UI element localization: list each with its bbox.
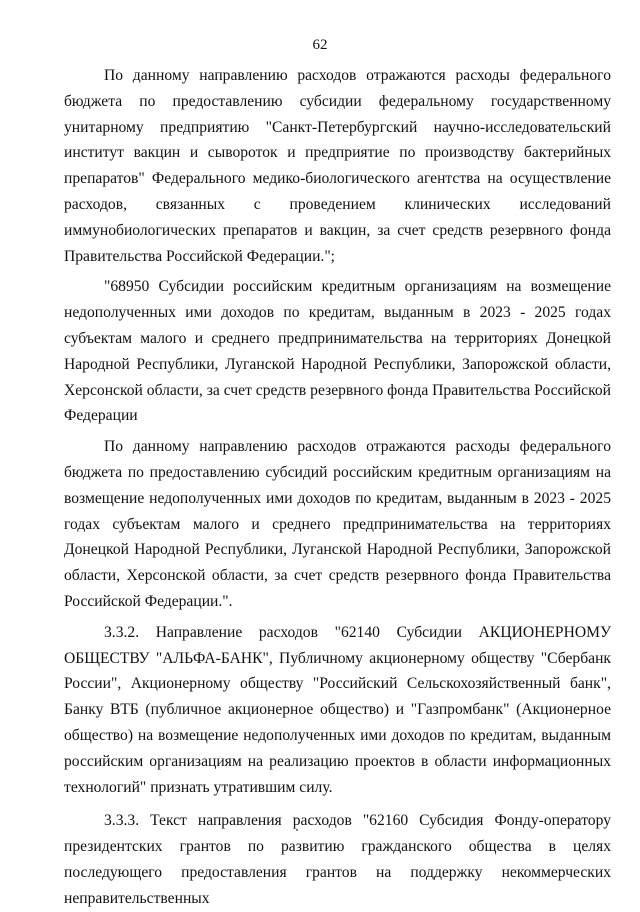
- scan-speck: [296, 829, 298, 831]
- document-body: [64, 63, 611, 912]
- paragraph-5: 3.3.3. Текст направления расходов "62160 Субсидия Фонду-оператору президентских грантов по развитию гражданского общества в целях последующего предоставления грантов на поддержку некоммерческих неправительственных: [64, 812, 611, 907]
- paragraph-3: По данному направлению расходов отражаются расходы федерального бюджета по предоставлению субсидий российским кредитным организациям на возмещение недополученных ими доходов по кредитам, выданным в 2023 - 2025 годах субъектам малого и среднего предпринимательства на территориях Донецкой Народной Республики, Луганской Народной Республики, Запорожской области, Херсонской области, за счет средств резервного фонда Правительства Российской Федерации.".: [64, 438, 611, 610]
- page-number: 62: [312, 37, 328, 53]
- paragraph-2: "68950 Субсидии российским кредитным организациям на возмещение недополученных ими доходов по кредитам, выданным в 2023 - 2025 годах субъектам малого и среднего предпринимательства на территориях Донецкой Народной Республики, Луганской Народной Республики, Запорожской области, Херсонской области, за счет средств резервного фонда Правительства Российской Федерации: [64, 278, 612, 425]
- paragraph-4: 3.3.2. Направление расходов "62140 Субсидии АКЦИОНЕРНОМУ ОБЩЕСТВУ "АЛЬФА-БАНК", Публичному акционерному обществу "Сбербанк России", Акционерному обществу "Российский Сельскохозяйственный банк", Банку ВТБ (публичное акционерное общество) и "Газпромбанк" (Акционерное общество) на возмещение недополученных ими доходов по кредитам, выданным российским организациям на реализацию проектов в области информационных технологий" признать утратившим силу.: [64, 623, 611, 796]
- paragraph-1: По данному направлению расходов отражаются расходы федерального бюджета по предоставлению субсидии федеральному государственному унитарному предприятию "Санкт-Петербургский научно-исследовательский институт вакцин и сывороток и предприятие по производству бактерийных препаратов" Федерального медико-биологического агентства на осуществление расходов, связанных с проведением клинических исследований иммунобиологических препаратов и вакцин, за счет средств резервного фонда Правительства Российской Федерации.";: [64, 67, 611, 265]
